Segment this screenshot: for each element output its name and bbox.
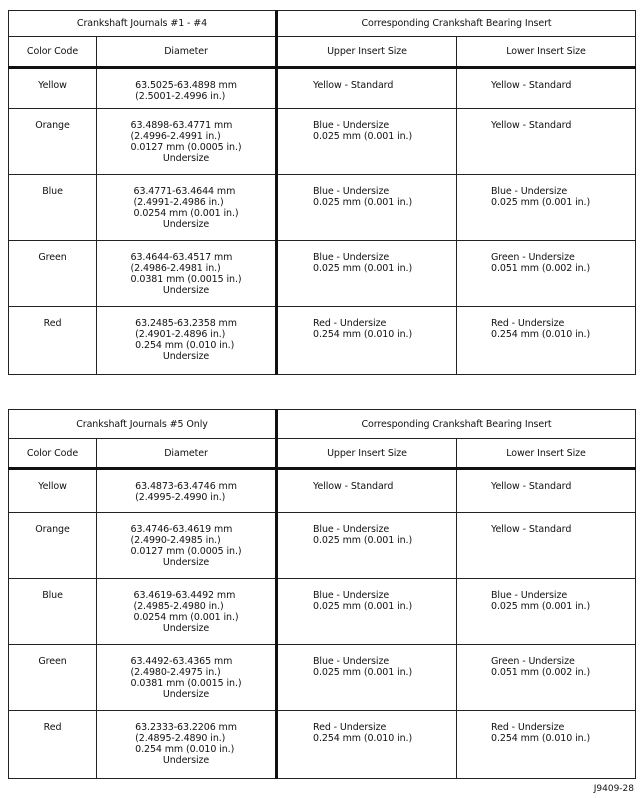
lower-insert-amount: 0.051 mm (0.002 in.) bbox=[491, 667, 591, 678]
undersize-label: Undersize bbox=[162, 755, 210, 766]
diameter-mm: 63.4644-63.4517 mm bbox=[130, 252, 233, 263]
lower-insert-amount: 0.025 mm (0.001 in.) bbox=[491, 197, 591, 208]
upper-insert-amount: 0.025 mm (0.001 in.) bbox=[313, 535, 413, 546]
lower-insert-cell bbox=[457, 579, 636, 645]
diameter-mm: 63.5025-63.4898 mm bbox=[135, 80, 237, 91]
lower-insert-amount: 0.254 mm (0.010 in.) bbox=[491, 733, 591, 744]
upper-insert-cell bbox=[277, 469, 457, 513]
upper-insert-amount: 0.025 mm (0.001 in.) bbox=[313, 601, 413, 612]
upper-insert-size: Blue - Undersize bbox=[313, 252, 390, 263]
undersize-amount: 0.0127 mm (0.0005 in.) bbox=[130, 546, 242, 557]
undersize-amount: 0.254 mm (0.010 in.) bbox=[135, 744, 235, 755]
diameter-mm: 63.4492-63.4365 mm bbox=[130, 656, 233, 667]
diameter-mm: 63.4771-63.4644 mm bbox=[133, 186, 236, 197]
insert-header: Corresponding Crankshaft Bearing Insert bbox=[277, 11, 636, 37]
color-code-cell bbox=[9, 241, 97, 307]
diameter-header: Diameter bbox=[97, 37, 277, 68]
diameter-cell bbox=[97, 175, 277, 241]
color-code-cell bbox=[9, 711, 97, 779]
table-row bbox=[9, 175, 636, 241]
upper-insert-size: Red - Undersize bbox=[313, 722, 387, 733]
color-code-cell bbox=[9, 175, 97, 241]
table-row bbox=[9, 68, 636, 109]
journal-5-table bbox=[8, 409, 636, 779]
upper-insert-cell bbox=[277, 307, 457, 375]
diameter-in: (2.4980-2.4975 in.) bbox=[130, 667, 221, 678]
diameter-in: (2.4986-2.4981 in.) bbox=[130, 263, 221, 274]
undersize-label: Undersize bbox=[162, 351, 210, 362]
table-row bbox=[9, 711, 636, 779]
color-code-cell bbox=[9, 579, 97, 645]
upper-insert-amount: 0.025 mm (0.001 in.) bbox=[313, 197, 413, 208]
color-code: Red bbox=[43, 318, 62, 329]
upper-insert-cell bbox=[277, 711, 457, 779]
group-header: Crankshaft Journals #5 Only bbox=[9, 410, 277, 439]
upper-insert-header: Upper Insert Size bbox=[277, 439, 457, 469]
lower-insert-cell bbox=[457, 109, 636, 175]
diameter-mm: 63.4619-63.4492 mm bbox=[133, 590, 236, 601]
upper-insert-amount: 0.025 mm (0.001 in.) bbox=[313, 667, 413, 678]
diameter-header: Diameter bbox=[97, 439, 277, 469]
table-row bbox=[9, 109, 636, 175]
color-code-cell bbox=[9, 513, 97, 579]
diameter-mm: 63.2485-63.2358 mm bbox=[135, 318, 237, 329]
lower-insert-size: Green - Undersize bbox=[491, 656, 575, 667]
color-code-cell bbox=[9, 469, 97, 513]
diameter-in: (2.4991-2.4986 in.) bbox=[133, 197, 224, 208]
color-code: Green bbox=[38, 656, 67, 667]
diameter-cell bbox=[97, 579, 277, 645]
diameter-cell bbox=[97, 68, 277, 109]
upper-insert-size: Yellow - Standard bbox=[313, 481, 394, 492]
upper-insert-header: Upper Insert Size bbox=[277, 37, 457, 68]
undersize-label: Undersize bbox=[162, 557, 210, 568]
diameter-cell bbox=[97, 513, 277, 579]
lower-insert-cell bbox=[457, 175, 636, 241]
diameter-cell bbox=[97, 109, 277, 175]
upper-insert-cell bbox=[277, 68, 457, 109]
diameter-in: (2.4895-2.4890 in.) bbox=[135, 733, 226, 744]
lower-insert-header: Lower Insert Size bbox=[457, 37, 636, 68]
lower-insert-header: Lower Insert Size bbox=[457, 439, 636, 469]
upper-insert-cell bbox=[277, 241, 457, 307]
color-code: Blue bbox=[42, 590, 63, 601]
lower-insert-size: Yellow - Standard bbox=[491, 481, 572, 492]
upper-insert-cell bbox=[277, 645, 457, 711]
diameter-in: (2.4996-2.4991 in.) bbox=[130, 131, 221, 142]
color-code-cell bbox=[9, 68, 97, 109]
color-code: Green bbox=[38, 252, 67, 263]
diameter-in: (2.4995-2.4990 in.) bbox=[135, 492, 226, 503]
color-code: Yellow bbox=[38, 80, 67, 91]
undersize-amount: 0.0127 mm (0.0005 in.) bbox=[130, 142, 242, 153]
diameter-mm: 63.4898-63.4771 mm bbox=[130, 120, 233, 131]
diameter-cell bbox=[97, 241, 277, 307]
diameter-cell bbox=[97, 645, 277, 711]
figure-id: J9409-28 bbox=[593, 784, 634, 794]
lower-insert-size: Green - Undersize bbox=[491, 252, 575, 263]
undersize-amount: 0.254 mm (0.010 in.) bbox=[135, 340, 235, 351]
upper-insert-cell bbox=[277, 579, 457, 645]
color-code-cell bbox=[9, 307, 97, 375]
table-row bbox=[9, 579, 636, 645]
color-code-cell bbox=[9, 109, 97, 175]
upper-insert-size: Yellow - Standard bbox=[313, 80, 394, 91]
lower-insert-cell bbox=[457, 68, 636, 109]
lower-insert-cell bbox=[457, 711, 636, 779]
lower-insert-size: Yellow - Standard bbox=[491, 120, 572, 131]
diameter-mm: 63.4873-63.4746 mm bbox=[135, 481, 237, 492]
upper-insert-size: Blue - Undersize bbox=[313, 656, 390, 667]
diameter-cell bbox=[97, 711, 277, 779]
upper-insert-size: Blue - Undersize bbox=[313, 120, 390, 131]
upper-insert-size: Blue - Undersize bbox=[313, 524, 390, 535]
color-code: Blue bbox=[42, 186, 63, 197]
group-header: Crankshaft Journals #1 - #4 bbox=[9, 11, 277, 37]
lower-insert-size: Red - Undersize bbox=[491, 722, 565, 733]
color-code-header: Color Code bbox=[9, 37, 97, 68]
lower-insert-size: Red - Undersize bbox=[491, 318, 565, 329]
upper-insert-amount: 0.025 mm (0.001 in.) bbox=[313, 131, 413, 142]
upper-insert-size: Blue - Undersize bbox=[313, 186, 390, 197]
diameter-cell bbox=[97, 307, 277, 375]
upper-insert-amount: 0.254 mm (0.010 in.) bbox=[313, 329, 413, 340]
lower-insert-cell bbox=[457, 645, 636, 711]
color-code-header: Color Code bbox=[9, 439, 97, 469]
upper-insert-cell bbox=[277, 109, 457, 175]
undersize-amount: 0.0381 mm (0.0015 in.) bbox=[130, 274, 242, 285]
undersize-label: Undersize bbox=[162, 153, 210, 164]
lower-insert-cell bbox=[457, 469, 636, 513]
undersize-label: Undersize bbox=[162, 689, 210, 700]
diameter-in: (2.4990-2.4985 in.) bbox=[130, 535, 221, 546]
color-code: Orange bbox=[35, 120, 70, 131]
lower-insert-size: Blue - Undersize bbox=[491, 186, 568, 197]
lower-insert-size: Yellow - Standard bbox=[491, 80, 572, 91]
table-row bbox=[9, 513, 636, 579]
lower-insert-cell bbox=[457, 513, 636, 579]
undersize-amount: 0.0254 mm (0.001 in.) bbox=[133, 208, 239, 219]
lower-insert-size: Blue - Undersize bbox=[491, 590, 568, 601]
color-code-cell bbox=[9, 645, 97, 711]
undersize-amount: 0.0254 mm (0.001 in.) bbox=[133, 612, 239, 623]
color-code: Red bbox=[43, 722, 62, 733]
insert-header: Corresponding Crankshaft Bearing Insert bbox=[277, 410, 636, 439]
table-row bbox=[9, 645, 636, 711]
table-row bbox=[9, 241, 636, 307]
lower-insert-amount: 0.025 mm (0.001 in.) bbox=[491, 601, 591, 612]
table-row bbox=[9, 469, 636, 513]
diameter-cell bbox=[97, 469, 277, 513]
lower-insert-cell bbox=[457, 307, 636, 375]
diameter-mm: 63.4746-63.4619 mm bbox=[130, 524, 233, 535]
upper-insert-size: Red - Undersize bbox=[313, 318, 387, 329]
undersize-label: Undersize bbox=[162, 219, 210, 230]
lower-insert-cell bbox=[457, 241, 636, 307]
undersize-label: Undersize bbox=[162, 623, 210, 634]
diameter-in: (2.5001-2.4996 in.) bbox=[135, 91, 226, 102]
color-code: Yellow bbox=[38, 481, 67, 492]
table-row bbox=[9, 307, 636, 375]
lower-insert-amount: 0.254 mm (0.010 in.) bbox=[491, 329, 591, 340]
lower-insert-amount: 0.051 mm (0.002 in.) bbox=[491, 263, 591, 274]
upper-insert-cell bbox=[277, 175, 457, 241]
undersize-label: Undersize bbox=[162, 285, 210, 296]
diameter-mm: 63.2333-63.2206 mm bbox=[135, 722, 237, 733]
upper-insert-amount: 0.254 mm (0.010 in.) bbox=[313, 733, 413, 744]
upper-insert-amount: 0.025 mm (0.001 in.) bbox=[313, 263, 413, 274]
journals-1-4-table bbox=[8, 10, 636, 375]
undersize-amount: 0.0381 mm (0.0015 in.) bbox=[130, 678, 242, 689]
diameter-in: (2.4985-2.4980 in.) bbox=[133, 601, 224, 612]
upper-insert-cell bbox=[277, 513, 457, 579]
lower-insert-size: Yellow - Standard bbox=[491, 524, 572, 535]
upper-insert-size: Blue - Undersize bbox=[313, 590, 390, 601]
diameter-in: (2.4901-2.4896 in.) bbox=[135, 329, 226, 340]
color-code: Orange bbox=[35, 524, 70, 535]
